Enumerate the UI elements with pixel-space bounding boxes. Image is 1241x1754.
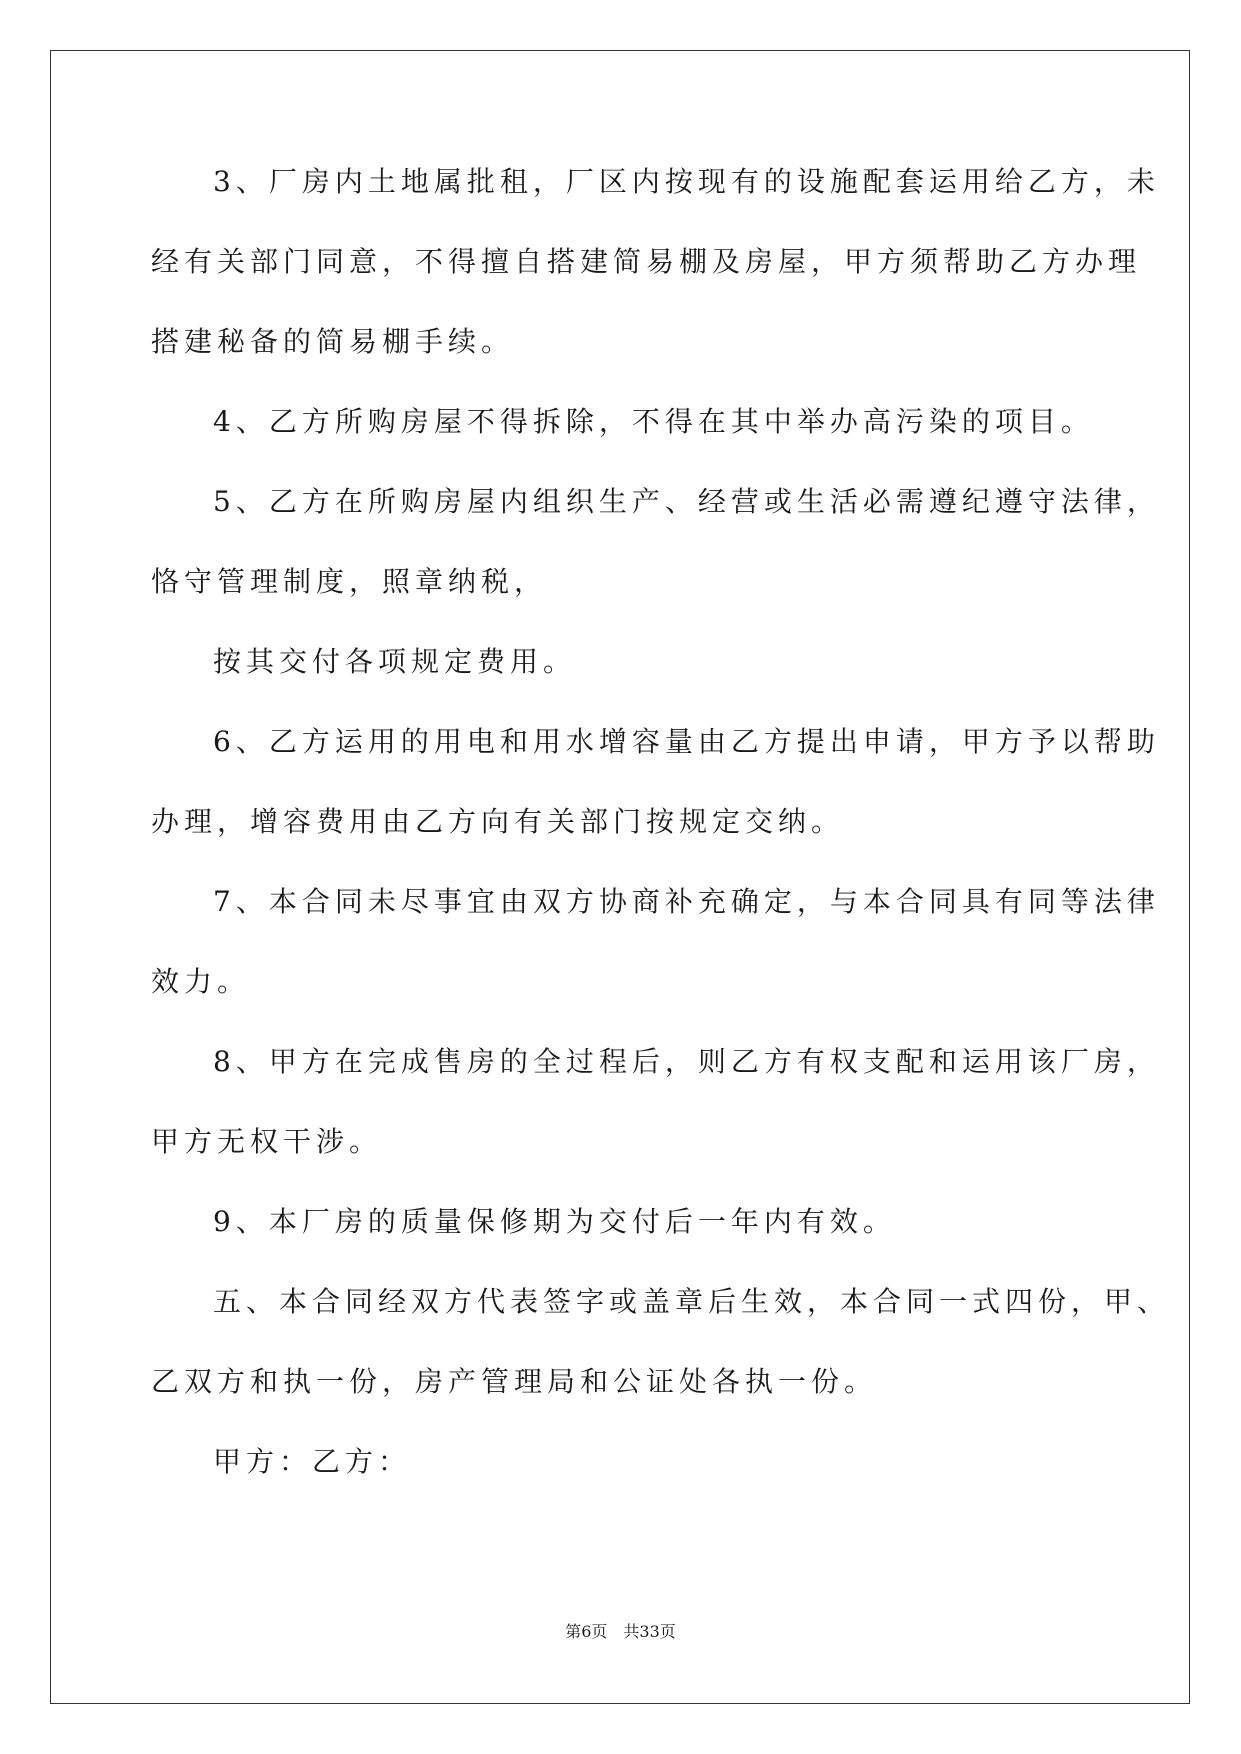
paragraph-line: 搭建秘备的简易棚手续。 xyxy=(151,325,515,358)
paragraph-line: 甲方无权干涉。 xyxy=(151,1125,383,1158)
paragraph-line: 8、甲方在完成售房的全过程后，则乙方有权支配和运用该厂房， xyxy=(213,1045,1160,1078)
paragraph-line: 3、厂房内土地属批租，厂区内按现有的设施配套运用给乙方，未 xyxy=(213,165,1160,198)
paragraph-line: 7、本合同未尽事宜由双方协商补充确定，与本合同具有同等法律 xyxy=(213,885,1160,918)
paragraph-line: 五、本合同经双方代表签字或盖章后生效，本合同一式四份，甲、 xyxy=(213,1285,1171,1318)
paragraph-line: 效力。 xyxy=(151,965,251,998)
paragraph-line: 9、本厂房的质量保修期为交付后一年内有效。 xyxy=(213,1205,896,1238)
paragraph-line: 4、乙方所购房屋不得拆除，不得在其中举办高污染的项目。 xyxy=(213,405,1094,438)
page-number-footer: 第6页 共33页 xyxy=(565,1622,676,1641)
paragraph-line: 乙双方和执一份，房产管理局和公证处各执一份。 xyxy=(151,1365,878,1398)
paragraph-line: 经有关部门同意，不得擅自搭建简易棚及房屋，甲方须帮助乙方办理 xyxy=(151,245,1142,278)
paragraph-line: 恪守管理制度，照章纳税， xyxy=(151,565,548,598)
paragraph-line: 6、乙方运用的用电和用水增容量由乙方提出申请，甲方予以帮助 xyxy=(213,725,1160,758)
paragraph-line: 办理，增容费用由乙方向有关部门按规定交纳。 xyxy=(151,805,845,838)
signature-line: 甲方：乙方： xyxy=(213,1445,412,1478)
paragraph-line: 5、乙方在所购房屋内组织生产、经营或生活必需遵纪遵守法律， xyxy=(213,485,1160,518)
paragraph-line: 按其交付各项规定费用。 xyxy=(213,645,577,678)
